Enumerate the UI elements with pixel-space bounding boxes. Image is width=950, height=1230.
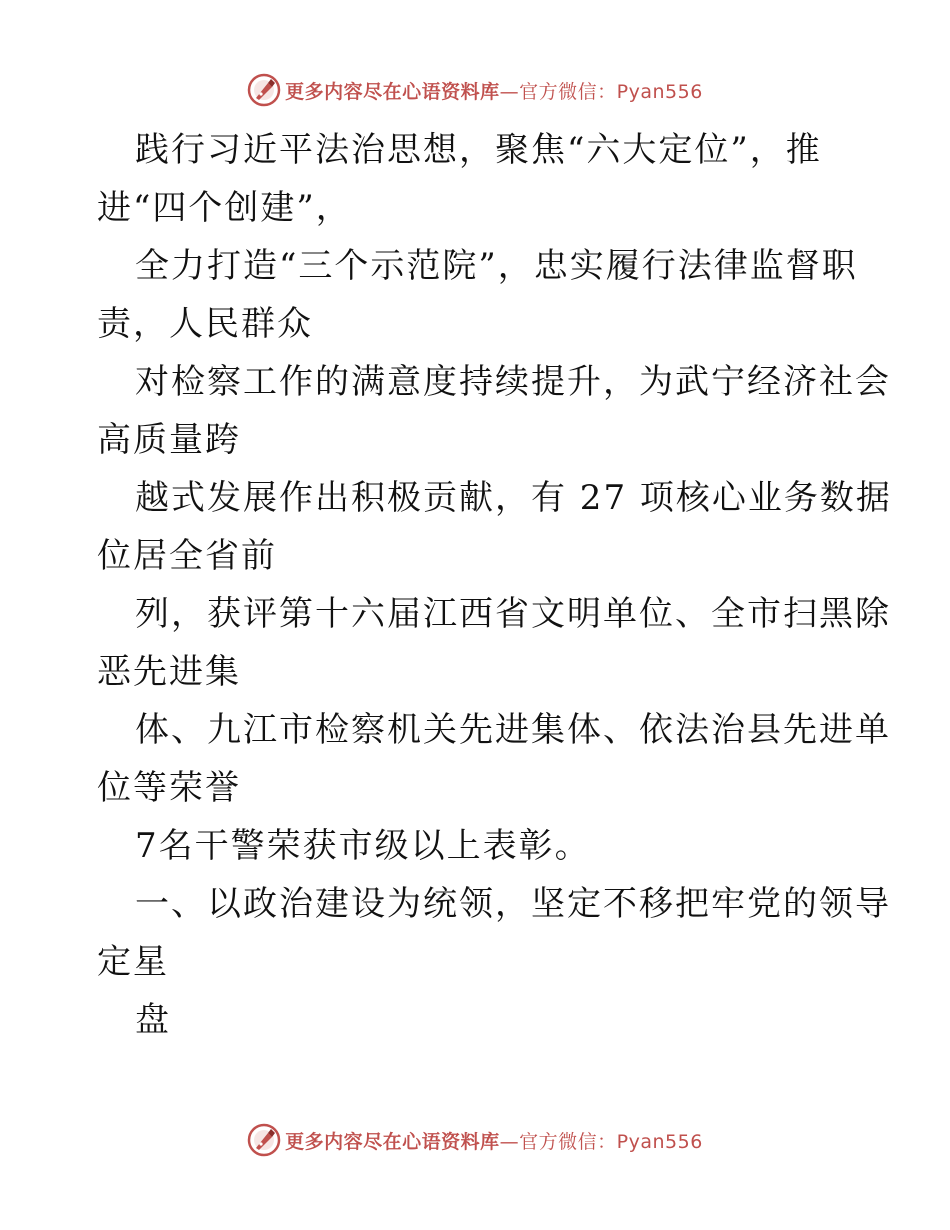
body-line: 高质量跨 <box>97 420 241 460</box>
body-line: 7名干警荣获市级以上表彰。 <box>135 826 591 866</box>
banner-separator: — <box>499 1130 520 1153</box>
footer-banner <box>0 1120 950 1160</box>
body-line: 全力打造“三个示范院”，忠实履行法律监督职 <box>135 246 858 286</box>
body-line: 位居全省前 <box>97 536 277 576</box>
body-line: 进“四个创建”， <box>97 188 352 228</box>
body-line: 位等荣誉 <box>97 768 241 808</box>
banner-text <box>285 1127 703 1154</box>
banner-brand: 更多内容尽在心语资料库 <box>285 80 500 103</box>
header-banner <box>0 70 950 110</box>
banner-text <box>285 77 703 104</box>
body-line: 对检察工作的满意度持续提升，为武宁经济社会 <box>135 362 891 402</box>
banner-wechat: 官方微信：Pyan556 <box>519 1130 703 1153</box>
body-line: 一、以政治建设为统领，坚定不移把牢党的领导 <box>135 884 891 924</box>
banner-brand: 更多内容尽在心语资料库 <box>285 1130 500 1153</box>
pen-nib-logo-icon <box>247 73 281 107</box>
body-line: 盘 <box>135 1000 171 1040</box>
body-line: 践行习近平法治思想，聚焦“六大定位”，推 <box>135 130 822 170</box>
body-line: 列，获评第十六届江西省文明单位、全市扫黑除 <box>135 594 891 634</box>
banner-separator: — <box>499 80 520 103</box>
pen-nib-logo-icon <box>247 1123 281 1157</box>
body-line: 体、九江市检察机关先进集体、依法治县先进单 <box>135 710 891 750</box>
body-line: 恶先进集 <box>97 652 241 692</box>
body-line: 定星 <box>97 942 169 982</box>
document-body <box>97 121 892 1049</box>
banner-wechat: 官方微信：Pyan556 <box>519 80 703 103</box>
body-line: 越式发展作出积极贡献，有 27 项核心业务数据 <box>135 478 892 518</box>
body-line: 责，人民群众 <box>97 304 313 344</box>
